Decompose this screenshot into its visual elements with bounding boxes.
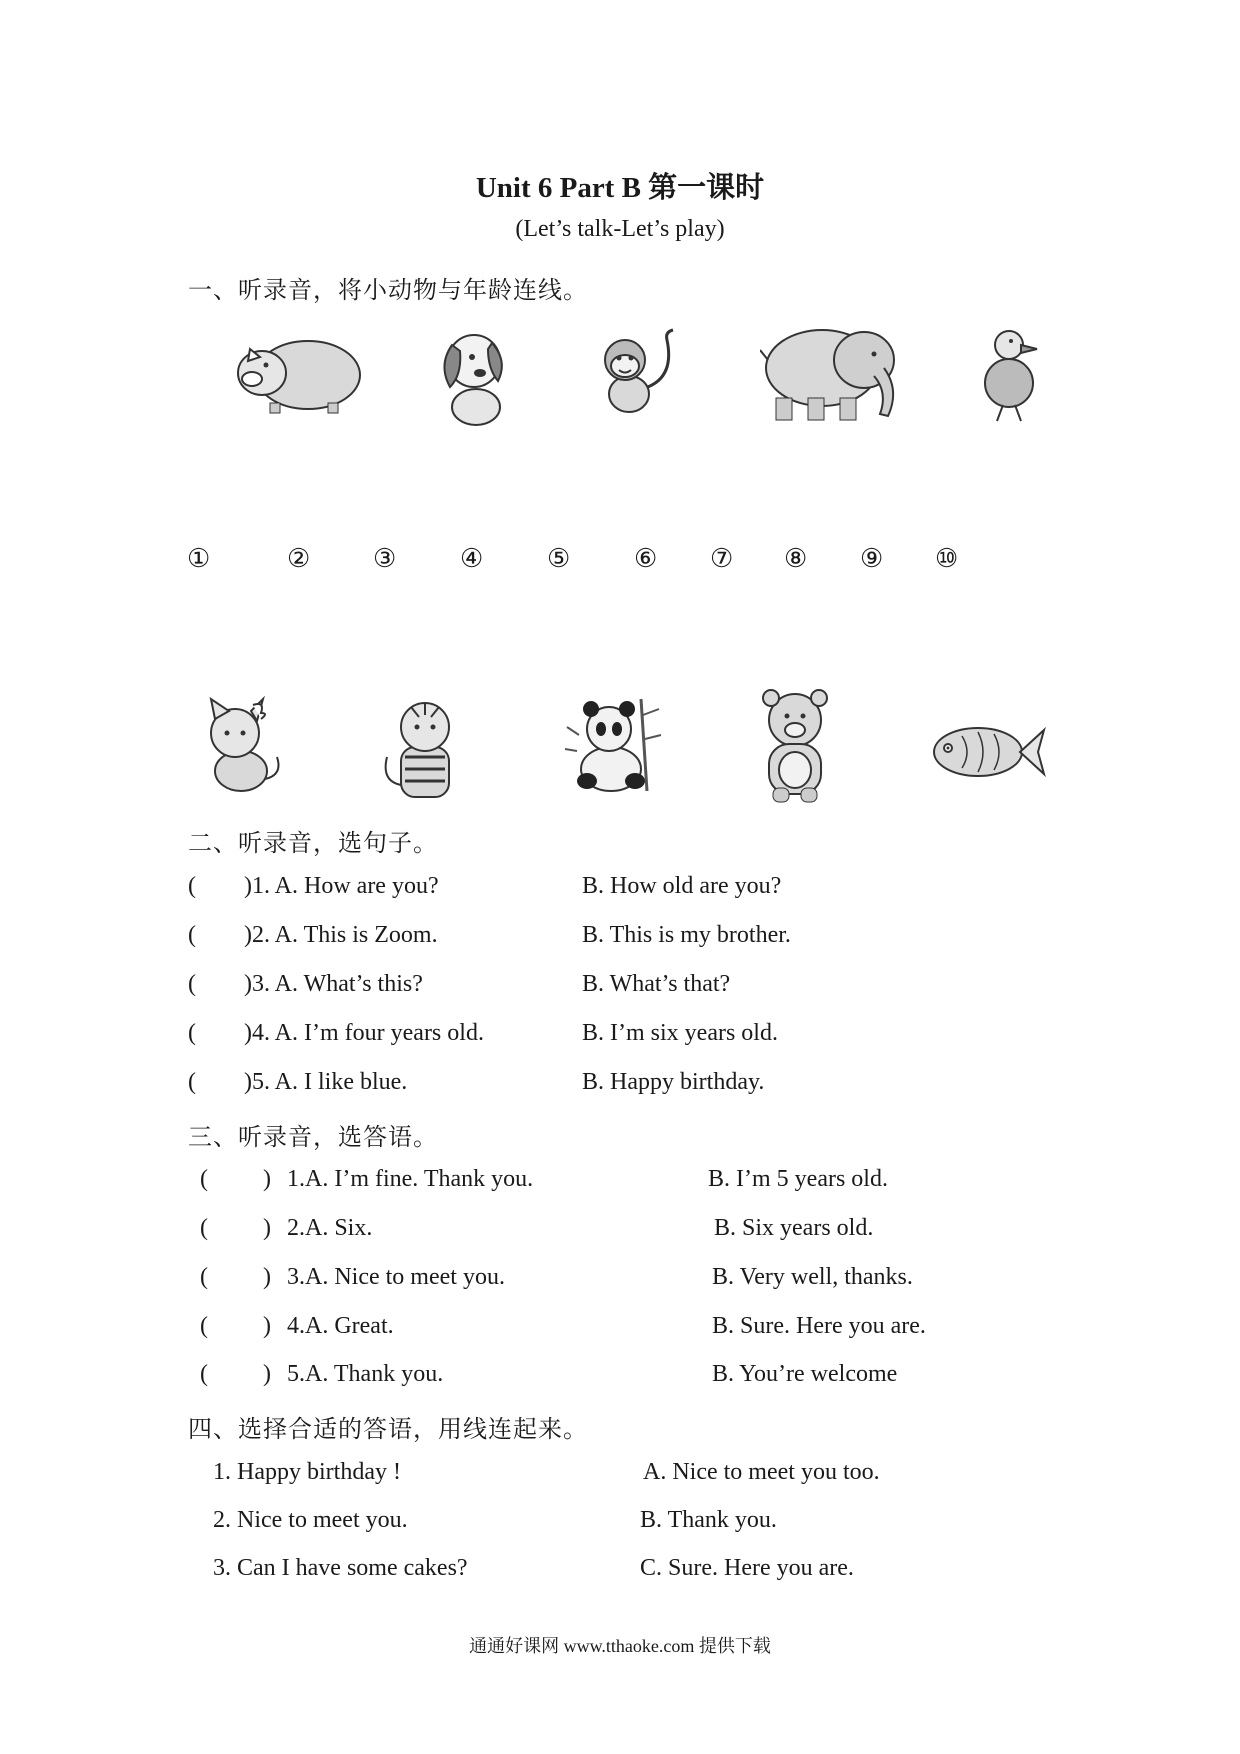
q2-5-option-a: )5. A. I like blue. (244, 1069, 408, 1095)
number-5: ⑤ (547, 544, 571, 573)
number-4: ④ (460, 544, 484, 573)
q2-2-option-b: B. This is my brother. (582, 922, 791, 948)
q3-3-close[interactable]: ) (263, 1264, 271, 1290)
section-3-heading: 三、听录音，选答语。 (188, 1125, 438, 1151)
q2-3-bracket[interactable]: ( (188, 971, 196, 997)
cat-illustration (195, 695, 285, 795)
number-7: ⑦ (710, 544, 734, 573)
q3-3-option-a: 3.A. Nice to meet you. (287, 1264, 505, 1290)
q3-3-open[interactable]: ( (200, 1264, 208, 1290)
q4-c-answer[interactable]: C. Sure. Here you are. (640, 1555, 854, 1581)
q3-2-open[interactable]: ( (200, 1215, 208, 1241)
q4-3-prompt[interactable]: 3. Can I have some cakes? (213, 1555, 468, 1581)
q2-2-bracket[interactable]: ( (188, 922, 196, 948)
footer-credit: 通通好课网 www.tthaoke.com 提供下载 (469, 1636, 771, 1656)
q3-4-close[interactable]: ) (263, 1313, 271, 1339)
q2-3-option-a: )3. A. What’s this? (244, 971, 423, 997)
q2-3-option-b: B. What’s that? (582, 971, 731, 997)
q3-5-open[interactable]: ( (200, 1361, 208, 1387)
fish-illustration (932, 720, 1047, 782)
number-6: ⑥ (634, 544, 658, 573)
number-10: ⑩ (935, 544, 959, 573)
number-8: ⑧ (784, 544, 808, 573)
page-title: Unit 6 Part B 第一课时 (475, 172, 765, 204)
section-4-heading: 四、选择合适的答语，用线连起来。 (188, 1417, 588, 1443)
bear-illustration (755, 688, 835, 806)
panda-illustration (565, 695, 665, 795)
q3-4-open[interactable]: ( (200, 1313, 208, 1339)
q2-4-option-b: B. I’m six years old. (582, 1020, 778, 1046)
page-subtitle: (Let’s talk-Let’s play) (515, 216, 725, 242)
q3-2-close[interactable]: ) (263, 1215, 271, 1241)
q2-1-bracket[interactable]: ( (188, 873, 196, 899)
monkey-illustration (595, 328, 680, 420)
q3-1-open[interactable]: ( (200, 1166, 208, 1192)
q3-5-option-a: 5.A. Thank you. (287, 1361, 444, 1387)
q3-1-option-a: 1.A. I’m fine. Thank you. (287, 1166, 534, 1192)
q4-a-answer[interactable]: A. Nice to meet you too. (643, 1459, 880, 1485)
q3-4-option-a: 4.A. Great. (287, 1313, 394, 1339)
q2-2-option-a: )2. A. This is Zoom. (244, 922, 438, 948)
dog-illustration (430, 325, 515, 430)
q3-5-option-b: B. You’re welcome (712, 1361, 898, 1387)
q3-5-close[interactable]: ) (263, 1361, 271, 1387)
q3-1-close[interactable]: ) (263, 1166, 271, 1192)
number-1: ① (187, 544, 211, 573)
number-3: ③ (373, 544, 397, 573)
q2-1-option-a: )1. A. How are you? (244, 873, 439, 899)
q2-4-option-a: )4. A. I’m four years old. (244, 1020, 484, 1046)
q2-5-option-b: B. Happy birthday. (582, 1069, 765, 1095)
q2-4-bracket[interactable]: ( (188, 1020, 196, 1046)
q2-5-bracket[interactable]: ( (188, 1069, 196, 1095)
number-2: ② (287, 544, 311, 573)
q4-2-prompt[interactable]: 2. Nice to meet you. (213, 1507, 408, 1533)
tiger-illustration (375, 695, 470, 805)
pig-illustration (230, 335, 365, 415)
duck-illustration (975, 325, 1047, 425)
q4-1-prompt[interactable]: 1. Happy birthday ! (213, 1459, 401, 1485)
q3-2-option-b: B. Six years old. (714, 1215, 874, 1241)
elephant-illustration (760, 320, 910, 425)
q3-2-option-a: 2.A. Six. (287, 1215, 373, 1241)
section-2-heading: 二、听录音，选句子。 (188, 831, 438, 857)
section-1-heading: 一、听录音，将小动物与年龄连线。 (188, 278, 588, 304)
q3-1-option-b: B. I’m 5 years old. (708, 1166, 888, 1192)
q2-1-option-b: B. How old are you? (582, 873, 782, 899)
q3-3-option-b: B. Very well, thanks. (712, 1264, 913, 1290)
number-9: ⑨ (860, 544, 884, 573)
q4-b-answer[interactable]: B. Thank you. (640, 1507, 777, 1533)
q3-4-option-b: B. Sure. Here you are. (712, 1313, 926, 1339)
